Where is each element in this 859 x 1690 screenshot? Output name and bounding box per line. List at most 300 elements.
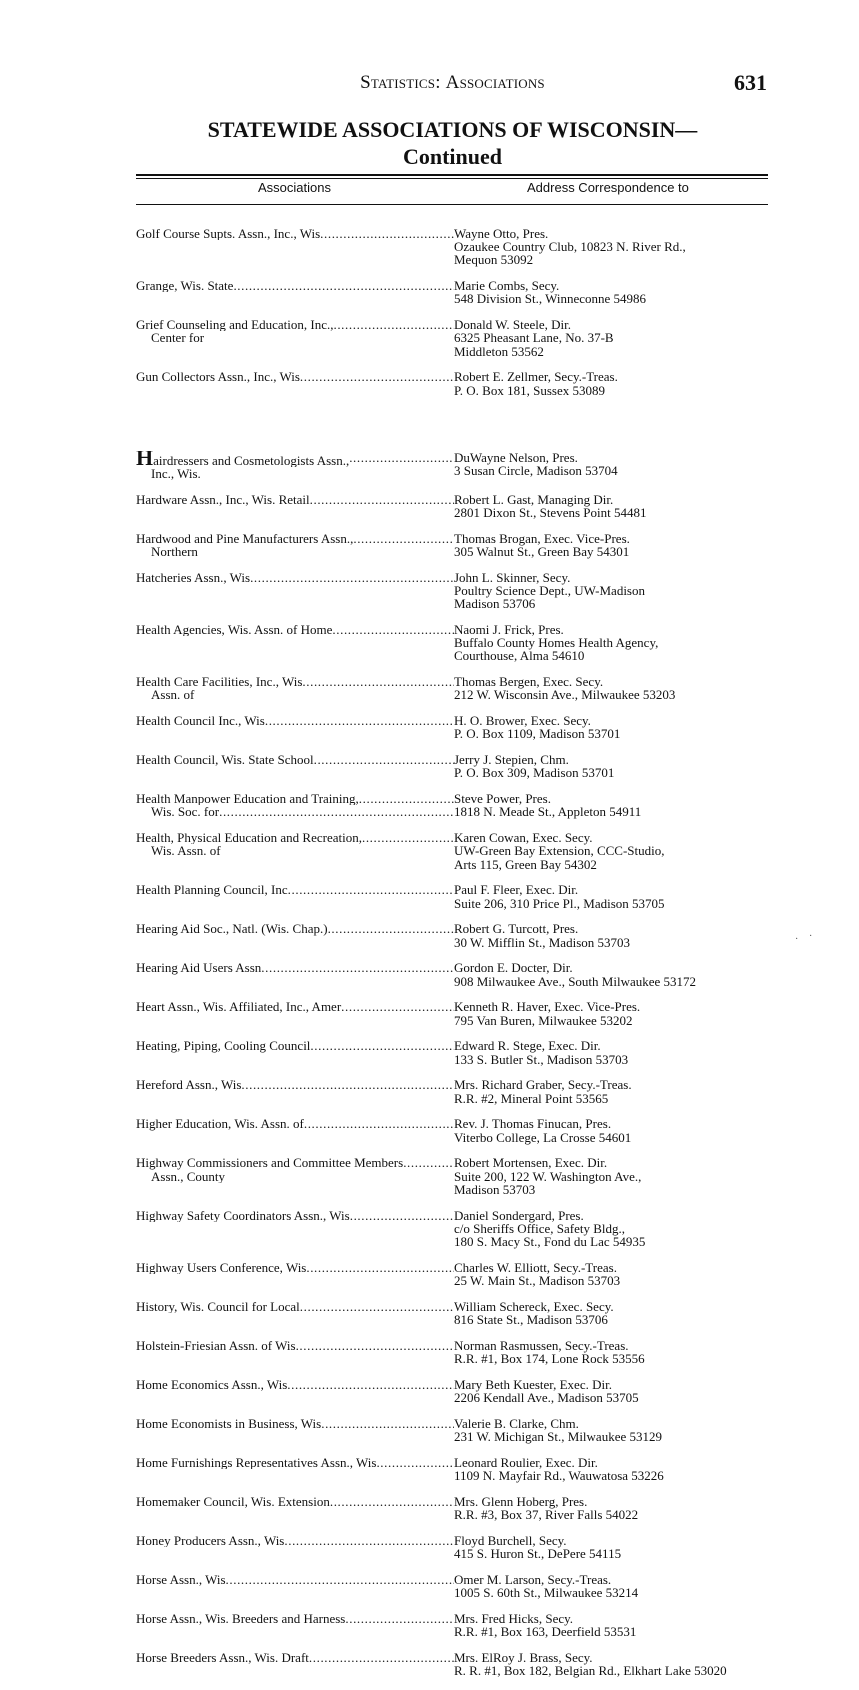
dot-leader bbox=[310, 1039, 454, 1052]
correspondence-address bbox=[454, 227, 776, 267]
dot-leader bbox=[306, 1261, 454, 1274]
association-name-line bbox=[136, 753, 454, 766]
association-name-text: Heart Assn., Wis. Affiliated, Inc., Amer bbox=[136, 1000, 342, 1014]
association-name-text: Golf Course Supts. Assn., Inc., Wis bbox=[136, 227, 321, 241]
contact-name: Thomas Bergen, Exec. Secy. bbox=[454, 674, 604, 690]
list-item bbox=[136, 1534, 776, 1560]
contact-name: Mrs. Glenn Hoberg, Pres. bbox=[454, 1493, 588, 1509]
association-name-text: Northern bbox=[151, 545, 198, 559]
list-item bbox=[136, 623, 776, 663]
address-line: Middleton 53562 bbox=[454, 343, 544, 359]
association-name bbox=[136, 922, 454, 948]
list-item bbox=[136, 1117, 776, 1143]
address-line: 2801 Dixon St., Stevens Point 54481 bbox=[454, 505, 647, 521]
list-item bbox=[136, 318, 776, 358]
association-name-text: Hereford Assn., Wis bbox=[136, 1078, 242, 1092]
association-name bbox=[136, 1300, 454, 1326]
contact-name: Naomi J. Frick, Pres. bbox=[454, 622, 564, 638]
list-item bbox=[136, 1573, 776, 1599]
contact-name: Marie Combs, Secy. bbox=[454, 278, 560, 294]
address-line: 231 W. Michigan St., Milwaukee 53129 bbox=[454, 1429, 662, 1445]
correspondence-address bbox=[454, 1378, 776, 1404]
contact-name: Omer M. Larson, Secy.-Treas. bbox=[454, 1571, 612, 1587]
correspondence-address bbox=[454, 532, 776, 558]
list-item bbox=[136, 1300, 776, 1326]
association-name-text: Highway Commissioners and Committee Members bbox=[136, 1156, 404, 1170]
association-name bbox=[136, 532, 454, 558]
association-name bbox=[136, 623, 454, 663]
contact-name: Robert E. Zellmer, Secy.-Treas. bbox=[454, 369, 618, 385]
address-line: Madison 53706 bbox=[454, 596, 536, 612]
association-name bbox=[136, 1261, 454, 1287]
association-name-text: Home Economics Assn., Wis bbox=[136, 1377, 288, 1392]
dot-leader bbox=[341, 1000, 454, 1013]
list-item bbox=[136, 1078, 776, 1104]
list-item bbox=[136, 753, 776, 779]
correspondence-address bbox=[454, 1495, 776, 1521]
address-line: P. O. Box 1109, Madison 53701 bbox=[454, 726, 621, 742]
correspondence-address bbox=[454, 1209, 776, 1249]
association-name-text: Hairdressers and Cosmetologists Assn., bbox=[136, 451, 349, 467]
association-name bbox=[136, 227, 454, 267]
association-name-text: Health, Physical Education and Recreation, bbox=[136, 831, 362, 845]
dot-leader bbox=[362, 831, 454, 844]
association-name-text: Gun Collectors Assn., Inc., Wis bbox=[136, 370, 300, 384]
contact-name: DuWayne Nelson, Pres. bbox=[454, 449, 578, 465]
association-name bbox=[136, 1534, 454, 1560]
address-line: 1818 N. Meade St., Appleton 54911 bbox=[454, 804, 642, 820]
association-name-line bbox=[136, 571, 454, 584]
association-name-line bbox=[136, 451, 454, 467]
association-name bbox=[136, 1117, 454, 1143]
list-item bbox=[136, 792, 776, 818]
association-name-line bbox=[136, 922, 454, 935]
dot-leader bbox=[302, 675, 454, 688]
association-name bbox=[136, 1339, 454, 1365]
association-name-text: Center for bbox=[151, 331, 205, 345]
dot-leader bbox=[403, 1156, 454, 1169]
address-line: Buffalo County Homes Health Agency, bbox=[454, 635, 659, 651]
page-number: 631 bbox=[734, 70, 767, 95]
association-name-line bbox=[136, 883, 454, 896]
address-line: 30 W. Mifflin St., Madison 53703 bbox=[454, 934, 631, 950]
running-title-topic: Associations bbox=[445, 72, 545, 93]
list-item bbox=[136, 1495, 776, 1521]
list-item bbox=[136, 532, 776, 558]
association-name-line bbox=[136, 1039, 454, 1052]
list-item bbox=[136, 451, 776, 480]
contact-name: Steve Power, Pres. bbox=[454, 791, 551, 807]
correspondence-address bbox=[454, 493, 776, 519]
association-name-text: Grange, Wis. State bbox=[136, 279, 234, 293]
association-name-text: Home Economists in Business, Wis bbox=[136, 1416, 322, 1431]
header-rule bbox=[136, 204, 768, 205]
address-line: R. R. #1, Box 182, Belgian Rd., Elkhart Lake 53020 bbox=[454, 1663, 727, 1679]
dot-leader bbox=[288, 883, 454, 896]
address-line: 2206 Kendall Ave., Madison 53705 bbox=[454, 1390, 639, 1406]
association-name-line bbox=[136, 545, 454, 558]
dot-leader bbox=[376, 1456, 454, 1469]
association-name-line bbox=[136, 675, 454, 688]
association-name-text: Hearing Aid Users Assn bbox=[136, 961, 262, 975]
association-name-text: Horse Breeders Assn., Wis. Draft bbox=[136, 1650, 309, 1665]
contact-name: Mrs. Fred Hicks, Secy. bbox=[454, 1610, 574, 1626]
association-name-line bbox=[136, 1117, 454, 1130]
scan-speck: · bbox=[795, 934, 799, 945]
correspondence-address bbox=[454, 714, 776, 740]
running-title-section: Statistics: bbox=[360, 72, 441, 93]
address-line: 180 S. Macy St., Fond du Lac 54935 bbox=[454, 1234, 646, 1250]
list-item bbox=[136, 831, 776, 871]
association-name-line bbox=[136, 1000, 454, 1013]
list-item bbox=[136, 714, 776, 740]
association-name bbox=[136, 1209, 454, 1249]
address-line: Arts 115, Green Bay 54302 bbox=[454, 856, 597, 872]
association-name-text: Hatcheries Assn., Wis bbox=[136, 570, 251, 585]
association-name-line bbox=[136, 279, 454, 292]
dot-leader bbox=[359, 792, 454, 805]
contact-name: Jerry J. Stepien, Chm. bbox=[454, 752, 569, 768]
address-line: Viterbo College, La Crosse 54601 bbox=[454, 1129, 632, 1145]
correspondence-address bbox=[454, 753, 776, 779]
association-name-line bbox=[136, 370, 454, 383]
address-line: 133 S. Butler St., Madison 53703 bbox=[454, 1051, 629, 1067]
column-headers bbox=[136, 180, 768, 200]
contact-name: Wayne Otto, Pres. bbox=[454, 226, 549, 241]
association-name bbox=[136, 1417, 454, 1443]
correspondence-address bbox=[454, 1612, 776, 1638]
dot-leader bbox=[349, 451, 454, 467]
contact-name: Mary Beth Kuester, Exec. Dir. bbox=[454, 1376, 612, 1392]
address-line: 212 W. Wisconsin Ave., Milwaukee 53203 bbox=[454, 687, 676, 703]
association-name bbox=[136, 961, 454, 987]
contact-name: Robert Mortensen, Exec. Dir. bbox=[454, 1155, 608, 1171]
address-line: 25 W. Main St., Madison 53703 bbox=[454, 1273, 621, 1289]
correspondence-address bbox=[454, 1534, 776, 1560]
dot-leader bbox=[328, 922, 454, 935]
list-item bbox=[136, 1612, 776, 1638]
association-name bbox=[136, 493, 454, 519]
contact-name: Norman Rasmussen, Secy.-Treas. bbox=[454, 1337, 629, 1353]
address-line: 6325 Pheasant Lane, No. 37-B bbox=[454, 330, 614, 346]
association-name bbox=[136, 1078, 454, 1104]
address-line: 548 Division St., Winneconne 54986 bbox=[454, 291, 647, 307]
association-name-line bbox=[136, 1209, 454, 1222]
association-name-text: Home Furnishings Representatives Assn., Wis bbox=[136, 1455, 377, 1470]
correspondence-address bbox=[454, 831, 776, 871]
address-line: 1005 S. 60th St., Milwaukee 53214 bbox=[454, 1585, 639, 1601]
contact-name: Daniel Sondergard, Pres. bbox=[454, 1207, 584, 1223]
association-name bbox=[136, 1495, 454, 1521]
contact-name: Edward R. Stege, Exec. Dir. bbox=[454, 1038, 601, 1054]
correspondence-address bbox=[454, 1000, 776, 1026]
association-name-line bbox=[136, 1534, 454, 1547]
association-name bbox=[136, 1651, 454, 1677]
dot-leader bbox=[321, 1417, 454, 1430]
contact-name: Karen Cowan, Exec. Secy. bbox=[454, 830, 593, 846]
association-name-line bbox=[136, 1612, 454, 1625]
correspondence-address bbox=[454, 792, 776, 818]
contact-name: Leonard Roulier, Exec. Dir. bbox=[454, 1454, 598, 1470]
association-name-line bbox=[136, 1417, 454, 1430]
list-item bbox=[136, 1039, 776, 1065]
dot-leader bbox=[226, 1573, 454, 1586]
page-title bbox=[0, 116, 859, 170]
list-item bbox=[136, 227, 776, 267]
association-name-text: Hardwood and Pine Manufacturers Assn., bbox=[136, 531, 354, 546]
correspondence-address bbox=[454, 1039, 776, 1065]
dot-leader bbox=[350, 1209, 454, 1222]
association-name bbox=[136, 792, 454, 818]
association-name-text: Assn. of bbox=[151, 688, 195, 702]
address-line: R.R. #3, Box 37, River Falls 54022 bbox=[454, 1507, 639, 1523]
association-name-line bbox=[136, 1495, 454, 1508]
association-name-line bbox=[136, 1300, 454, 1313]
list-item bbox=[136, 883, 776, 909]
association-name bbox=[136, 1573, 454, 1599]
list-item bbox=[136, 1209, 776, 1249]
list-item bbox=[136, 279, 776, 305]
contact-name: Kenneth R. Haver, Exec. Vice-Pres. bbox=[454, 999, 641, 1015]
correspondence-address bbox=[454, 1456, 776, 1482]
address-line: 908 Milwaukee Ave., South Milwaukee 53172 bbox=[454, 973, 697, 989]
association-name-text: Hearing Aid Soc., Natl. (Wis. Chap.) bbox=[136, 922, 328, 936]
association-name-line bbox=[136, 1078, 454, 1091]
association-name bbox=[136, 571, 454, 611]
association-name-text: Wis. Assn. of bbox=[151, 844, 221, 858]
association-name-line bbox=[136, 1339, 454, 1352]
association-name-text: Wis. Soc. for bbox=[151, 805, 220, 819]
contact-name: H. O. Brower, Exec. Secy. bbox=[454, 713, 591, 729]
dot-leader bbox=[265, 714, 454, 727]
association-name bbox=[136, 451, 454, 480]
association-name-text: Health Care Facilities, Inc., Wis bbox=[136, 675, 303, 689]
list-item bbox=[136, 370, 776, 396]
correspondence-address bbox=[454, 1573, 776, 1599]
association-name-text: Honey Producers Assn., Wis bbox=[136, 1533, 285, 1548]
column-header-address: Address Correspondence to bbox=[527, 180, 689, 195]
dot-leader bbox=[345, 1612, 454, 1625]
address-line: 305 Walnut St., Green Bay 54301 bbox=[454, 544, 630, 560]
contact-name: John L. Skinner, Secy. bbox=[454, 569, 571, 585]
association-name bbox=[136, 675, 454, 701]
association-name-line bbox=[136, 493, 454, 506]
scan-speck: · bbox=[809, 931, 813, 942]
dot-leader bbox=[310, 493, 454, 506]
association-name bbox=[136, 753, 454, 779]
association-name-text: Grief Counseling and Education, Inc., bbox=[136, 318, 334, 332]
association-name bbox=[136, 883, 454, 909]
association-name-line bbox=[136, 805, 454, 818]
association-name-text: History, Wis. Council for Local bbox=[136, 1299, 300, 1314]
association-name-line bbox=[136, 831, 454, 844]
address-line: Ozaukee Country Club, 10823 N. River Rd., bbox=[454, 239, 686, 255]
contact-name: Robert G. Turcott, Pres. bbox=[454, 921, 579, 937]
correspondence-address bbox=[454, 1261, 776, 1287]
association-name-text: Higher Education, Wis. Assn. of bbox=[136, 1117, 304, 1131]
correspondence-address bbox=[454, 1339, 776, 1365]
correspondence-address bbox=[454, 451, 776, 480]
association-name-line bbox=[136, 1156, 454, 1169]
list-item bbox=[136, 1000, 776, 1026]
address-line: 1109 N. Mayfair Rd., Wauwatosa 53226 bbox=[454, 1468, 664, 1484]
dot-leader bbox=[314, 753, 454, 766]
correspondence-address bbox=[454, 961, 776, 987]
association-name-line bbox=[136, 331, 454, 344]
contact-name: Floyd Burchell, Secy. bbox=[454, 1532, 567, 1548]
address-line: 415 S. Huron St., DePere 54115 bbox=[454, 1546, 622, 1562]
contact-name: Robert L. Gast, Managing Dir. bbox=[454, 491, 614, 507]
association-name-line bbox=[136, 792, 454, 805]
address-line: c/o Sheriffs Office, Safety Bldg., bbox=[454, 1220, 626, 1236]
list-item bbox=[136, 493, 776, 519]
correspondence-address bbox=[454, 883, 776, 909]
address-line: R.R. #2, Mineral Point 53565 bbox=[454, 1090, 609, 1106]
association-name-text: Holstein-Friesian Assn. of Wis bbox=[136, 1338, 296, 1353]
association-name-line bbox=[136, 1573, 454, 1586]
association-name-line bbox=[136, 623, 454, 636]
list-item bbox=[136, 1339, 776, 1365]
association-name-text: Health Manpower Education and Training, bbox=[136, 792, 359, 806]
contact-name: Rev. J. Thomas Finucan, Pres. bbox=[454, 1116, 612, 1132]
address-line: P. O. Box 309, Madison 53701 bbox=[454, 765, 615, 781]
dot-leader bbox=[353, 532, 454, 545]
association-name-text: Hardware Assn., Inc., Wis. Retail bbox=[136, 492, 310, 507]
address-line: 795 Van Buren, Milwaukee 53202 bbox=[454, 1012, 633, 1028]
association-name-line bbox=[136, 532, 454, 545]
dot-leader bbox=[332, 623, 454, 636]
correspondence-address bbox=[454, 1078, 776, 1104]
dot-leader bbox=[296, 1339, 454, 1352]
association-name-line bbox=[136, 1651, 454, 1664]
association-name-text: Health Agencies, Wis. Assn. of Home bbox=[136, 623, 333, 637]
association-name-text: Health Council Inc., Wis bbox=[136, 714, 265, 728]
dot-leader bbox=[300, 370, 454, 383]
correspondence-address bbox=[454, 318, 776, 358]
dot-leader bbox=[330, 1495, 454, 1508]
dot-leader bbox=[219, 805, 454, 818]
address-line: Suite 200, 122 W. Washington Ave., bbox=[454, 1168, 642, 1184]
address-line: Mequon 53092 bbox=[454, 252, 534, 268]
correspondence-address bbox=[454, 1417, 776, 1443]
association-name-text: Assn., County bbox=[151, 1169, 226, 1183]
dot-leader bbox=[250, 571, 454, 584]
column-header-associations: Associations bbox=[258, 180, 331, 195]
address-line: P. O. Box 181, Sussex 53089 bbox=[454, 382, 605, 398]
address-line: R.R. #1, Box 174, Lone Rock 53556 bbox=[454, 1351, 645, 1367]
association-name-line bbox=[136, 688, 454, 701]
association-name-text: Highway Safety Coordinators Assn., Wis bbox=[136, 1208, 350, 1222]
running-head bbox=[0, 70, 859, 98]
list-item bbox=[136, 571, 776, 611]
correspondence-address bbox=[454, 1156, 776, 1196]
contact-name: William Schereck, Exec. Secy. bbox=[454, 1298, 614, 1314]
list-item bbox=[136, 675, 776, 701]
association-name-line bbox=[136, 318, 454, 331]
contact-name: Paul F. Fleer, Exec. Dir. bbox=[454, 882, 579, 898]
association-name-line bbox=[136, 714, 454, 727]
list-item bbox=[136, 1417, 776, 1443]
address-line: Poultry Science Dept., UW-Madison bbox=[454, 583, 645, 599]
association-name-text: Horse Assn., Wis bbox=[136, 1572, 226, 1587]
dot-leader bbox=[333, 318, 454, 331]
association-name-line bbox=[136, 961, 454, 974]
contact-name: Donald W. Steele, Dir. bbox=[454, 317, 571, 333]
contact-name: Thomas Brogan, Exec. Vice-Pres. bbox=[454, 530, 630, 546]
list-item bbox=[136, 1261, 776, 1287]
association-name bbox=[136, 1612, 454, 1638]
correspondence-address bbox=[454, 1117, 776, 1143]
correspondence-address bbox=[454, 623, 776, 663]
address-line: Suite 206, 310 Price Pl., Madison 53705 bbox=[454, 895, 665, 911]
dot-leader bbox=[261, 961, 454, 974]
dot-leader bbox=[300, 1300, 454, 1313]
correspondence-address bbox=[454, 370, 776, 396]
list-item bbox=[136, 1378, 776, 1404]
association-name-text: Homemaker Council, Wis. Extension bbox=[136, 1494, 330, 1509]
address-line: 3 Susan Circle, Madison 53704 bbox=[454, 463, 618, 479]
contact-name: Charles W. Elliott, Secy.-Treas. bbox=[454, 1259, 617, 1275]
association-name-text: Heating, Piping, Cooling Council bbox=[136, 1039, 311, 1053]
association-name bbox=[136, 1378, 454, 1404]
contact-name: Mrs. Richard Graber, Secy.-Treas. bbox=[454, 1077, 632, 1093]
association-name-line bbox=[136, 467, 454, 480]
correspondence-address bbox=[454, 279, 776, 305]
association-name-line bbox=[136, 1261, 454, 1274]
contact-name: Mrs. ElRoy J. Brass, Secy. bbox=[454, 1649, 593, 1665]
association-name bbox=[136, 1456, 454, 1482]
running-title bbox=[0, 72, 859, 94]
list-item bbox=[136, 961, 776, 987]
address-line: Courthouse, Alma 54610 bbox=[454, 648, 585, 664]
association-name-text: Inc., Wis. bbox=[151, 467, 201, 481]
association-name bbox=[136, 279, 454, 305]
correspondence-address bbox=[454, 675, 776, 701]
list-item bbox=[136, 1456, 776, 1482]
address-line: UW-Green Bay Extension, CCC-Studio, bbox=[454, 843, 665, 859]
association-name bbox=[136, 1156, 454, 1196]
correspondence-address bbox=[454, 1300, 776, 1326]
dot-leader bbox=[304, 1117, 454, 1130]
association-name-text: Health Planning Council, Inc bbox=[136, 883, 288, 897]
correspondence-address bbox=[454, 1651, 776, 1677]
dot-leader bbox=[320, 227, 454, 240]
association-name bbox=[136, 1000, 454, 1026]
list-item bbox=[136, 1651, 776, 1677]
dot-leader bbox=[241, 1078, 454, 1091]
top-rule-thick bbox=[136, 174, 768, 176]
association-name-line bbox=[136, 227, 454, 240]
dot-leader bbox=[233, 279, 454, 292]
address-line: Madison 53703 bbox=[454, 1181, 536, 1197]
association-name-line bbox=[136, 1170, 454, 1183]
association-name-line bbox=[136, 844, 454, 857]
association-name-text: Highway Users Conference, Wis bbox=[136, 1260, 307, 1275]
address-line: R.R. #1, Box 163, Deerfield 53531 bbox=[454, 1624, 637, 1640]
association-list bbox=[136, 227, 776, 1690]
list-item bbox=[136, 922, 776, 948]
page-title-line-1: STATEWIDE ASSOCIATIONS OF WISCONSIN— bbox=[207, 117, 698, 142]
page-title-line-2: Continued bbox=[402, 144, 503, 169]
association-name bbox=[136, 714, 454, 740]
dot-leader bbox=[309, 1651, 454, 1664]
association-name bbox=[136, 831, 454, 871]
list-item bbox=[136, 1156, 776, 1196]
section-initial: H bbox=[136, 450, 154, 468]
top-rule-thin bbox=[136, 178, 768, 179]
association-name-text: Health Council, Wis. State School bbox=[136, 753, 314, 767]
contact-name: Gordon E. Docter, Dir. bbox=[454, 960, 573, 976]
